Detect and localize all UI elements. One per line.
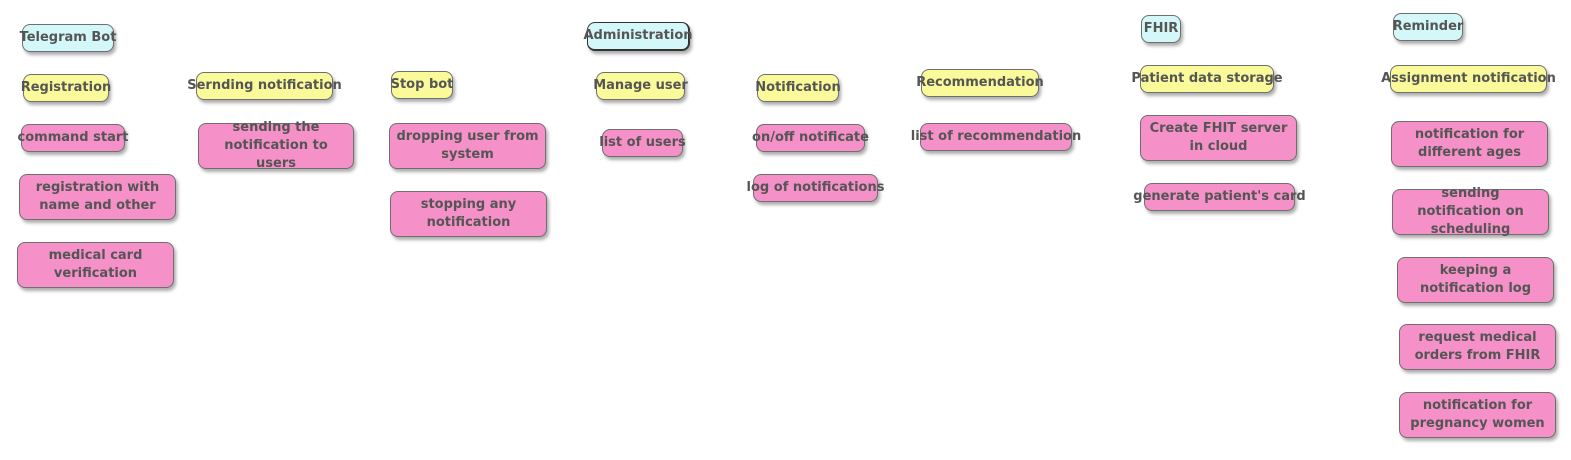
task-sending-notification-to-users[interactable]: sending the notification to users: [198, 123, 354, 169]
task-sending-notification-on-scheduling[interactable]: sending notification on scheduling: [1392, 189, 1549, 235]
feature-manage-user[interactable]: Manage user: [596, 72, 685, 100]
task-keeping-notification-log[interactable]: keeping a notification log: [1397, 257, 1554, 303]
task-list-of-recommendation[interactable]: list of recommendation: [920, 123, 1072, 151]
topic-telegram-bot[interactable]: Telegram Bot: [22, 24, 114, 52]
task-on-off-notificate[interactable]: on/off notificate: [756, 124, 865, 152]
task-command-start[interactable]: command start: [21, 124, 125, 152]
task-generate-patients-card[interactable]: generate patient's card: [1144, 183, 1295, 211]
topic-reminder[interactable]: Reminder: [1393, 13, 1463, 41]
task-notification-for-pregnancy-women[interactable]: notification for pregnancy women: [1399, 392, 1556, 438]
task-stopping-any-notification[interactable]: stopping any notification: [390, 191, 547, 237]
task-list-of-users[interactable]: list of users: [602, 129, 683, 157]
feature-registration[interactable]: Registration: [23, 74, 109, 102]
feature-assignment-notification[interactable]: Assignment notification: [1390, 65, 1547, 93]
task-medical-card-verification[interactable]: medical card verification: [17, 242, 174, 288]
feature-patient-data-storage[interactable]: Patient data storage: [1140, 65, 1274, 93]
feature-sending-notification[interactable]: Sernding notification: [196, 72, 333, 100]
task-request-medical-orders[interactable]: request medical orders from FHIR: [1399, 324, 1556, 370]
topic-administration[interactable]: Administration: [587, 22, 690, 51]
feature-recommendation[interactable]: Recommendation: [921, 69, 1039, 97]
task-registration-with-name[interactable]: registration with name and other: [19, 174, 176, 220]
feature-notification[interactable]: Notification: [757, 74, 839, 102]
feature-stop-bot[interactable]: Stop bot: [391, 71, 453, 99]
task-log-of-notifications[interactable]: log of notifications: [753, 174, 878, 202]
task-notification-for-different-ages[interactable]: notification for different ages: [1391, 121, 1548, 167]
task-create-fhit-server[interactable]: Create FHIT server in cloud: [1140, 115, 1297, 161]
task-dropping-user[interactable]: dropping user from system: [389, 123, 546, 169]
topic-fhir[interactable]: FHIR: [1141, 15, 1181, 43]
